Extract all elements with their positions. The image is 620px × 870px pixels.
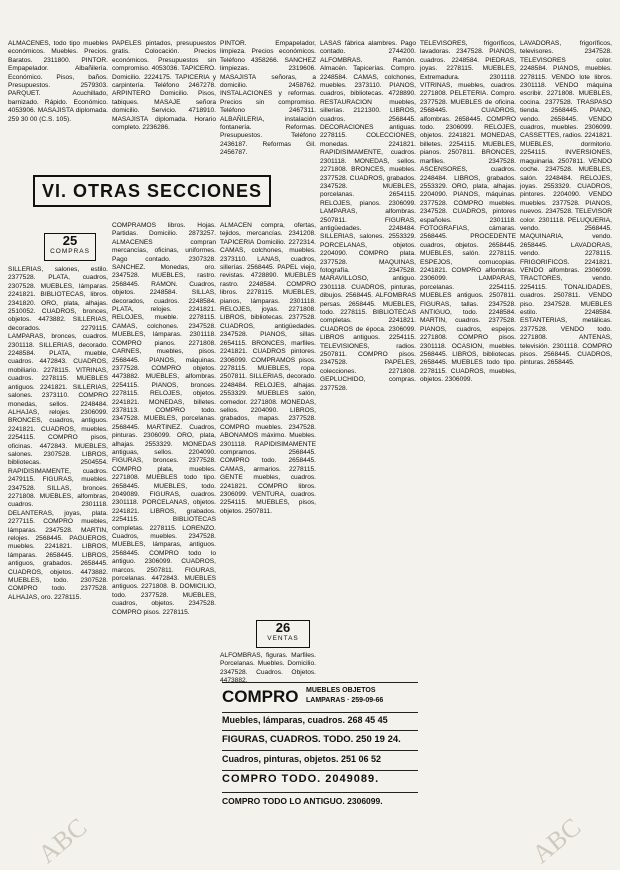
section-label: COMPRAS [50, 248, 90, 255]
ad-muebles-lamparas: Muebles, lámparas, cuadros. 268 45 45 [222, 715, 388, 725]
watermark-left: ABC [32, 812, 93, 869]
column-5: TELEVISORES, frigoríficos, lavadoras. 2347528. PIANOS, cuadros. 2248584. PIEDRAS, joyas. 2278115. MUEBLES, Extremadura. 2301118. VITRINAS, muebles, cuadros. 2271808. PELETERIA. Compro. 2377528. MUEBLES de oficina. 2568445. CUADROS, alfombras. 2658445. COMPRO todo. 2306099. RELOJES, objetos. 2241821. MONEDAS, billetes. 2254115. MUEBLES, pianos. 2507811. BRONCES, marfiles. 2347528. ASCENSORES, cuadros. 2248484. LIBROS, grabados. 2553329. ORO, plata, alhajas. 2204090. PIANOS, máquinas. 2377528. COMPRO muebles. 2347528. CUADROS, pintores españoles. 2301118. FOTOGRAFIAS, cámaras. 2568445. PROCEDENTE cuadros, objetos. 2658445. MUEBLES, salón. 2278115. ESPEJOS, cornucopias. 2241821. COMPRO alfombras. 2306099. LAMPARAS, porcelanas. 2254115. MUEBLES antiguos. 2507811. FIGURAS, tallas. 2347528. ANTIGUO, todo. 2248584. MARTIN, cuadros. 2377528. PIANOS, cuadros, espejos. 2271808. COMPRO pisos. 2301118. OCASION, muebles. 2568445. LIBROS, bibliotecas. 2658445. MUEBLES todo tipo. 2278115. CUADROS, muebles, objetos. 2306099. [420, 40, 516, 384]
section-25-box [44, 233, 96, 261]
section-banner-text: VI. OTRAS SECCIONES [41, 180, 263, 201]
section-number: 25 [62, 233, 78, 248]
ad-compro-antiguo: COMPRO TODO LO ANTIGUO. 2306099. [222, 796, 383, 806]
ad-figuras-cuadros: FIGURAS, CUADROS. TODO. 250 19 24. [222, 734, 401, 745]
ad-compro-todo: COMPRO TODO. 2049089. [222, 773, 380, 785]
section-number: 26 [275, 620, 291, 635]
top-column-3: PINTOR. Empapelador, limpieza. Precios económicos. Teléfono 4358266. SANCHEZ limpiezas. 2319606. MASAJISTA señoras, a domicilio. 2458762. INSTALACIONES y reformas. Precios sin compromiso. Teléfono 2467311. ALBAÑILERIA, instalación fontanería. Reformas. Presupuestos. Teléfono 2436187. Reformas Gil. 2456787. [220, 40, 316, 157]
top-column-1: ALMACENES, todo tipo muebles económicos. Muebles. Precios. Baratos. 2311800. PINTOR. Empapelador. Albañilería. Económico. Pisos, baños. Presupuestos. 2579303. PARQUET. Acuchillado, barnizado. Rápido. Económico. 4053906. MASAJISTA diplomada. 259 30 00 (C.S. 105). [8, 40, 108, 123]
watermark-right: ABC [526, 812, 587, 869]
section-banner [33, 175, 271, 207]
ad-compro-sub2: LAMPARAS · 259-09-66 [306, 697, 384, 704]
column-1: SILLERIAS, salones, estilo. 2377528. PLATA, cuadros, 2307528. MUEBLES, lámparas. 2241821. BIBLIOTECAS, libros. 2341820. ORO, plata, alhajas. 2510052. CUADROS, bronces, objetos. 4473882. SILLERIAS, decorados. 2279115. LAMPARAS, bronces, cuadros. 2301118. SILLERIAS, decorado. 2248584. PLATA, mueble, cuadros. 4472843. CUADROS, mobiliario. 2278115. VITRINAS, cuadros. 2278115. MUEBLES antiguos. 2241821. SILLERIAS, salones. 2373110. COMPRO monedas, sellos. 2248484. ALHAJAS, relojes. 2306099. BRONCES, cuadros, antiguos. 2241821. CUADROS, muebles. 2254115. COMPRO pisos, oficinas. 4472843. MUEBLES, salones. 2307528. LIBROS, bibliotecas. 2504554. RAPIDISIMAMENTE, cuadros. 2479115. FIGURAS, muebles. 2347528. SILLAS, bronces. 2271808. MUEBLES, alfombras, cuadros. 2301118. DELANTERAS, joyas, plata. 2277115. COMPRO muebles, lámparas. 2347528. MARTIN, relojes. 2568445. PAGUEROS, muebles. 2241821. LIBROS, lámparas. 2658445. LIBROS, antiguos, grabados. 2658445. CUADROS, objetos. 4473882. MUEBLES, todo. 2307528. COMPRO todo. 2377528. ALHAJAS, oro. 2278115. [8, 266, 108, 601]
ad-compro-sub1: MUEBLES OBJETOS [306, 687, 376, 694]
ad-compro-title: COMPRO [222, 687, 299, 706]
section-label: VENTAS [267, 635, 299, 642]
column-6: LAVADORAS, frigoríficos, televisores. 2347528. TELEVISORES color. 2248584. PIANOS, muebles. 2278115. VENDO lote libros. 2301118. VENDO máquina escribir. 2271808. MUEBLES, cocina. 2377528. TRASPASO tienda. 2568445. PIANO, vendo. 2658445. VENDO cuadros, muebles. 2306099. CASSETTES, radios. 2241821. MUEBLES, dormitorio. 2254115. INVERSIONES, maquinaria. 2507811. VENDO coche. 2347528. MUEBLES, salón. 2248484. RELOJES, joyas. 2553329. CUADROS, pintores. 2204090. VENDO muebles. 2377528. PIANOS, nuevos. 2347528. TELEVISOR color. 2301118. PELUQUERIA, vendo. 2568445. MAQUINARIA, vendo. 2658445. LAVADORAS, vendo. 2278115. FRIGORIFICOS. 2241821. VENDO alfombras. 2306099. TRACTORES, vendo. 2254115. TONALIDADES, cuadros. 2507811. VENDO piso. 2347528. MUEBLES estilo. 2248584. ESTANTERIAS, metálicas. 2377528. VENDO todo. 2271808. ANTENAS, televisión. 2301118. COMPRO pisos. 2568445. CUADROS, pinturas. 2658445. [520, 40, 612, 367]
ad-compro-muebles [222, 685, 418, 711]
ad-cuadros-pinturas: Cuadros, pinturas, objetos. 251 06 52 [222, 754, 382, 764]
column-3-lower: ALFOMBRAS, figuras. Marfiles. Porcelanas. Muebles. Domicilio. 2347528. Cuadros. Objetos. 4473882. [220, 652, 316, 685]
column-2: COMPRAMOS libros. Hojas. Partidas. Domicilio. 2873257. ALMACENES compran mercancías, oficinas, uniformes. Pago contado. 2307328. SANCHEZ. Monedas, oro. 2347528. MUEBLES, rastro. 2568445. RAMON. Cuadros, objetos. 2248584. SILLAS, decorados, cuadros. 2248584. PLATA, relojes. 2241821. RELOJES, mueble. 2278115. CAMAS, colchones. 2347528. MUEBLES, lámparas. 2301118. COMPRO pianos. 2271808. CARNES, muebles, pisos. 2568445. PIANOS, máquinas. 2377528. COMPRO objetos. 4473882. MUEBLES, alfombras. 2254115. PIANOS, bronces. 2278115. RELOJES, objetos. 2241821. MONEDAS, billetes. 2378113. COMPRO todo. 2347528. MUEBLES, porcelanas. 2568445. MARTINEZ. Cuadros, pinturas. 2306099. ORO, plata, alhajas. 2553329. MONEDAS antiguas, sellos. 2204090. FIGURAS, bronces. 2377528. COMPRO plata, muebles. 2271808. MUEBLES todo tipo. 2658445. MUEBLES, todo. 2049089. FIGURAS, cuadros. 2301118. PORCELANAS, objetos. 2241821. LIBROS, grabados. 2254115. BIBLIOTECAS completas. 2278115. LORENZO. Cuadros, muebles. 2347528. MUEBLES, lámparas, antiguos. 2568445. COMPRO todo lo antiguo. 2306099. CUADROS, marcos. 2507811. FIGURAS, porcelanas. 4472843. MUEBLES antiguos. 2271808. B. DOMICILIO, todo. 2377528. MUEBLES, cuadros, objetos. 2347528. COMPRO pisos. 2278115. [112, 222, 216, 616]
column-4: LASAS fábrica alambres. Pago contado. 2744200. ALFOMBRAS. Ramón. Almacén. Tapicerías. Compro. 2248584. CAMAS, colchones, muebles. 2373110. PIANOS, cuadros, bibliotecas. 4728890. RESTAURACION muebles, sillerías. 2121300. LIBROS, cuadros. 2568445. DECORACIONES antiguas. 2278115. COLECCIONES, monedas. 2241821. RAPIDISIMAMENTE, cuadros. 2301118. MONEDAS, sellos. 2271808. BRONCES, muebles. 2377528. CUADROS, grabados. 2347528. MUEBLES, porcelanas. 2654115. RELOJES, pianos. 2306099. LAMPARAS, alfombras. 2507811. FIGURAS, antigüedades. 2248484. SILLERIAS, salones. 2553329. PORCELANAS, objetos. 2204090. COMPRO plata. 2377528. MAQUINAS, fotografía. 2347528. MARAVILLOSO, antiguo. 2301118. CUADROS, pinturas, dibujos. 2568445. ALFOMBRAS persas. 2658445. MUEBLES, todo. 2278115. BIBLIOTECAS completas. 2241821. CUADROS de época. 2306099. LIBROS antiguos. 2254115. TELEVISIONES, radios. 2507811. COMPRO pisos. 2347528. PAPELES, colecciones. 2271808. GEPLUCHIDO, compras. 2377528. [320, 40, 416, 392]
section-26-box [256, 620, 310, 648]
column-3: ALMACEN compra, ofertas, tejidos, mercancías. 2341208. TAPICERIA Domicilio. 2272314. CAMAS, colchones, muebles. 2373110. LANAS, cuadros, sillerías. 2568445. PAPEL viejo, revistas. 4728890. MUEBLES rastro. 2248584. COMPRO libros. 2278115. MUEBLES, pianos, lámparas. 2301118. RELOJES, joyas. 2271808. LIBROS, bibliotecas. 2377528. CUADROS, antigüedades. 2347528. PIANOS, sillas. 2654115. BRONCES, marfiles. 2241821. CUADROS pintores. 2306099. COMPRAMOS pisos. 2278115. MUEBLES, ropa. 2507811. SILLERIAS, decorado. 2248484. RELOJES, alhajas. 2553329. MUEBLES salón, comedor. 2271808. MONEDAS, sellos. 2204090. LIBROS, grabados, mapas. 2377528. COMPRO muebles. 2347528. ABONAMOS máximo. Muebles. 2301118. RAPIDISIMAMENTE compramos. 2568445. COMPRO todo. 2658445. CAMAS, armarios. 2278115. GENTE muebles, cuadros. 2241821. COMPRO libros. 2306099. VENTURA, cuadros. 2254115. MUEBLES, pisos, objetos. 2507811. [220, 222, 316, 515]
classifieds-page [8, 40, 612, 846]
top-column-2: PAPELES pintados, presupuestos gratis. Colocación. Precios económicos. Presupuestos sin compromiso. 4053036. TAPICERO. Domicilio. 2224175. TAPICERIA y carpintería. Teléfono 2467278. ARPINTERO Domicilio. Pisos, tabiques. MASAJE señora domicilio. Servicio. 4718910. MASAJISTA diplomada. Horario completo. 2236286. [112, 40, 216, 132]
